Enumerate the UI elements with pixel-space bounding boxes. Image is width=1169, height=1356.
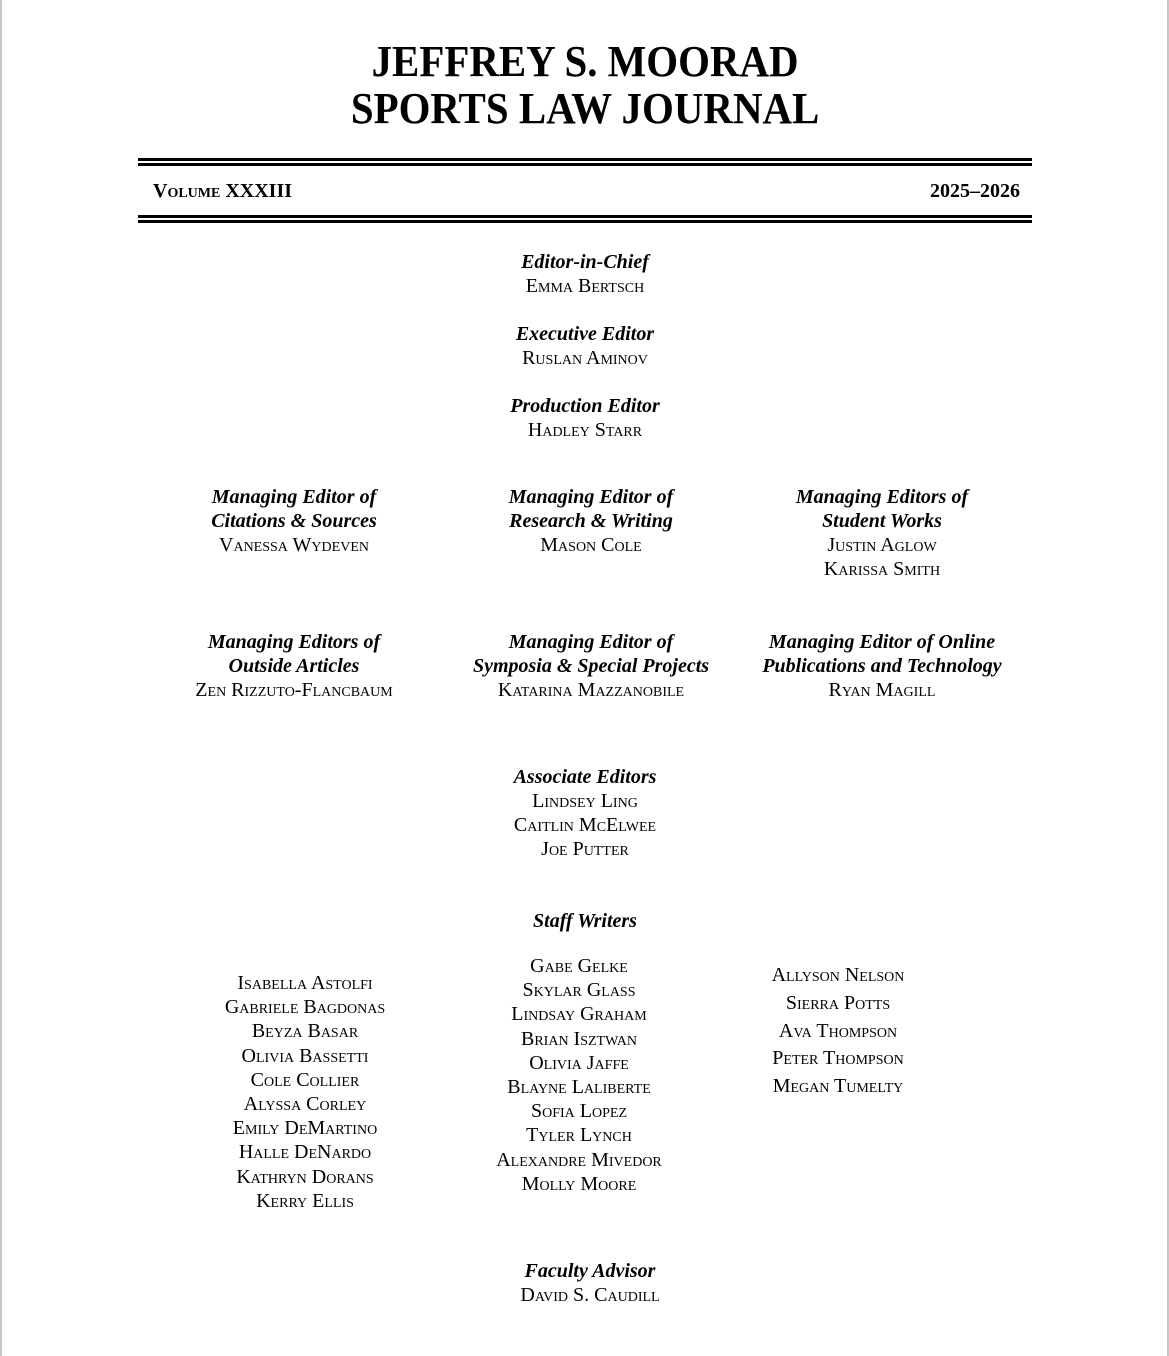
- production-editor-block: [385, 394, 785, 442]
- staff-writer-name: Sofia Lopez: [530, 1100, 627, 1123]
- bottom-rule-2: [138, 220, 1032, 223]
- staff-writer-name: Allyson Nelson: [771, 964, 905, 986]
- role-title: Faculty Advisor: [524, 1260, 656, 1282]
- faculty-advisor-block: [390, 1259, 790, 1307]
- role-title-line-2: Citations & Sources: [211, 510, 377, 532]
- staff-writer-name: Blayne Laliberte: [507, 1076, 651, 1099]
- title-line-1: JEFFREY S. MOORAD: [371, 37, 799, 86]
- editor-name: Mason Cole: [540, 534, 642, 556]
- title-line-2: SPORTS LAW JOURNAL: [350, 84, 820, 133]
- managing-editor-symposia-block: [441, 630, 741, 702]
- editor-name: Lindsey Ling: [532, 790, 638, 812]
- editor-name: Ryan Magill: [828, 679, 936, 701]
- managing-editors-outside-articles-block: [144, 630, 444, 702]
- staff-writer-name: Gabriele Bagdonas: [224, 996, 386, 1019]
- staff-writer-name: Skylar Glass: [522, 979, 636, 1002]
- staff-writer-name: Emily DeMartino: [232, 1117, 378, 1140]
- staff-writer-name: Cole Collier: [250, 1068, 360, 1091]
- staff-writer-name: Halle DeNardo: [238, 1141, 372, 1164]
- volume-label: Volume XXXIII: [153, 180, 293, 202]
- role-title-line-2: Research & Writing: [509, 510, 673, 532]
- managing-editors-student-works-block: [732, 485, 1032, 581]
- staff-writer-name: Megan Tumelty: [772, 1075, 904, 1098]
- role-title-line-2: Symposia & Special Projects: [472, 655, 710, 677]
- role-title-line-1: Managing Editor of: [508, 631, 674, 653]
- journal-title: [42, 38, 1129, 132]
- staff-writers-column-2: [429, 954, 729, 1196]
- role-title-line-1: Managing Editors of: [795, 486, 969, 508]
- editor-name: Zen Rizzuto-Flancbaum: [195, 679, 393, 701]
- managing-editor-online-block: [732, 630, 1032, 702]
- role-title: Associate Editors: [513, 766, 657, 788]
- advisor-name: David S. Caudill: [520, 1284, 660, 1306]
- role-title-line-1: Managing Editors of: [207, 631, 381, 653]
- role-title: Production Editor: [510, 395, 660, 417]
- staff-writers-heading: [385, 909, 785, 933]
- editor-name: Caitlin McElwee: [513, 814, 657, 836]
- staff-writer-name: Kerry Ellis: [256, 1189, 354, 1212]
- editor-name: Katarina Mazzanobile: [497, 679, 685, 701]
- staff-writer-name: Kathryn Dorans: [236, 1165, 374, 1188]
- role-title-line-1: Managing Editor of: [211, 486, 377, 508]
- role-title-line-2: Outside Articles: [228, 655, 360, 677]
- staff-writer-name: Beyza Basar: [251, 1020, 359, 1043]
- role-title-line-1: Managing Editor of Online: [768, 631, 996, 653]
- associate-editors-block: [385, 765, 785, 861]
- editor-name: Hadley Starr: [527, 419, 643, 441]
- top-rule-2: [138, 163, 1032, 166]
- staff-writer-name: Molly Moore: [521, 1172, 637, 1195]
- staff-writer-name: Alexandre Mivedor: [496, 1148, 662, 1171]
- staff-writer-name: Ava Thompson: [778, 1019, 898, 1042]
- top-rule-1: [138, 158, 1032, 161]
- page-edge-left: [0, 0, 2, 1356]
- editor-name: Ruslan Aminov: [522, 347, 648, 369]
- role-title-line-1: Managing Editor of: [508, 486, 674, 508]
- managing-editor-citations-block: [144, 485, 444, 557]
- managing-editor-research-block: [441, 485, 741, 557]
- year-range: 2025–2026: [930, 180, 1020, 202]
- staff-writer-name: Sierra Potts: [785, 991, 891, 1014]
- staff-writers-column-1: [155, 971, 455, 1213]
- editor-name: Emma Bertsch: [525, 275, 645, 297]
- role-title: Executive Editor: [515, 323, 655, 345]
- role-title: Staff Writers: [533, 910, 637, 932]
- staff-writers-column-3: [688, 962, 988, 1101]
- editor-name: Joe Putter: [541, 838, 629, 860]
- staff-writer-name: Isabella Astolfi: [237, 972, 373, 994]
- staff-writer-name: Alyssa Corley: [243, 1093, 367, 1116]
- staff-writer-name: Tyler Lynch: [526, 1124, 632, 1147]
- staff-writer-name: Gabe Gelke: [530, 955, 628, 977]
- role-title-line-2: Student Works: [822, 510, 942, 532]
- editor-name: Karissa Smith: [823, 558, 941, 580]
- staff-writer-name: Lindsay Graham: [511, 1003, 647, 1026]
- staff-writer-name: Brian Isztwan: [521, 1027, 637, 1050]
- staff-writer-name: Olivia Bassetti: [241, 1044, 369, 1067]
- editor-name: Vanessa Wydeven: [219, 534, 369, 556]
- role-title-line-2: Publications and Technology: [762, 655, 1002, 677]
- staff-writer-name: Olivia Jaffe: [529, 1051, 629, 1074]
- volume-row: [153, 180, 1020, 206]
- editor-in-chief-block: [385, 250, 785, 298]
- bottom-rule-1: [138, 215, 1032, 218]
- staff-writer-name: Peter Thompson: [772, 1047, 904, 1070]
- editor-name: Justin Aglow: [827, 534, 937, 556]
- role-title: Editor-in-Chief: [521, 251, 649, 273]
- executive-editor-block: [385, 322, 785, 370]
